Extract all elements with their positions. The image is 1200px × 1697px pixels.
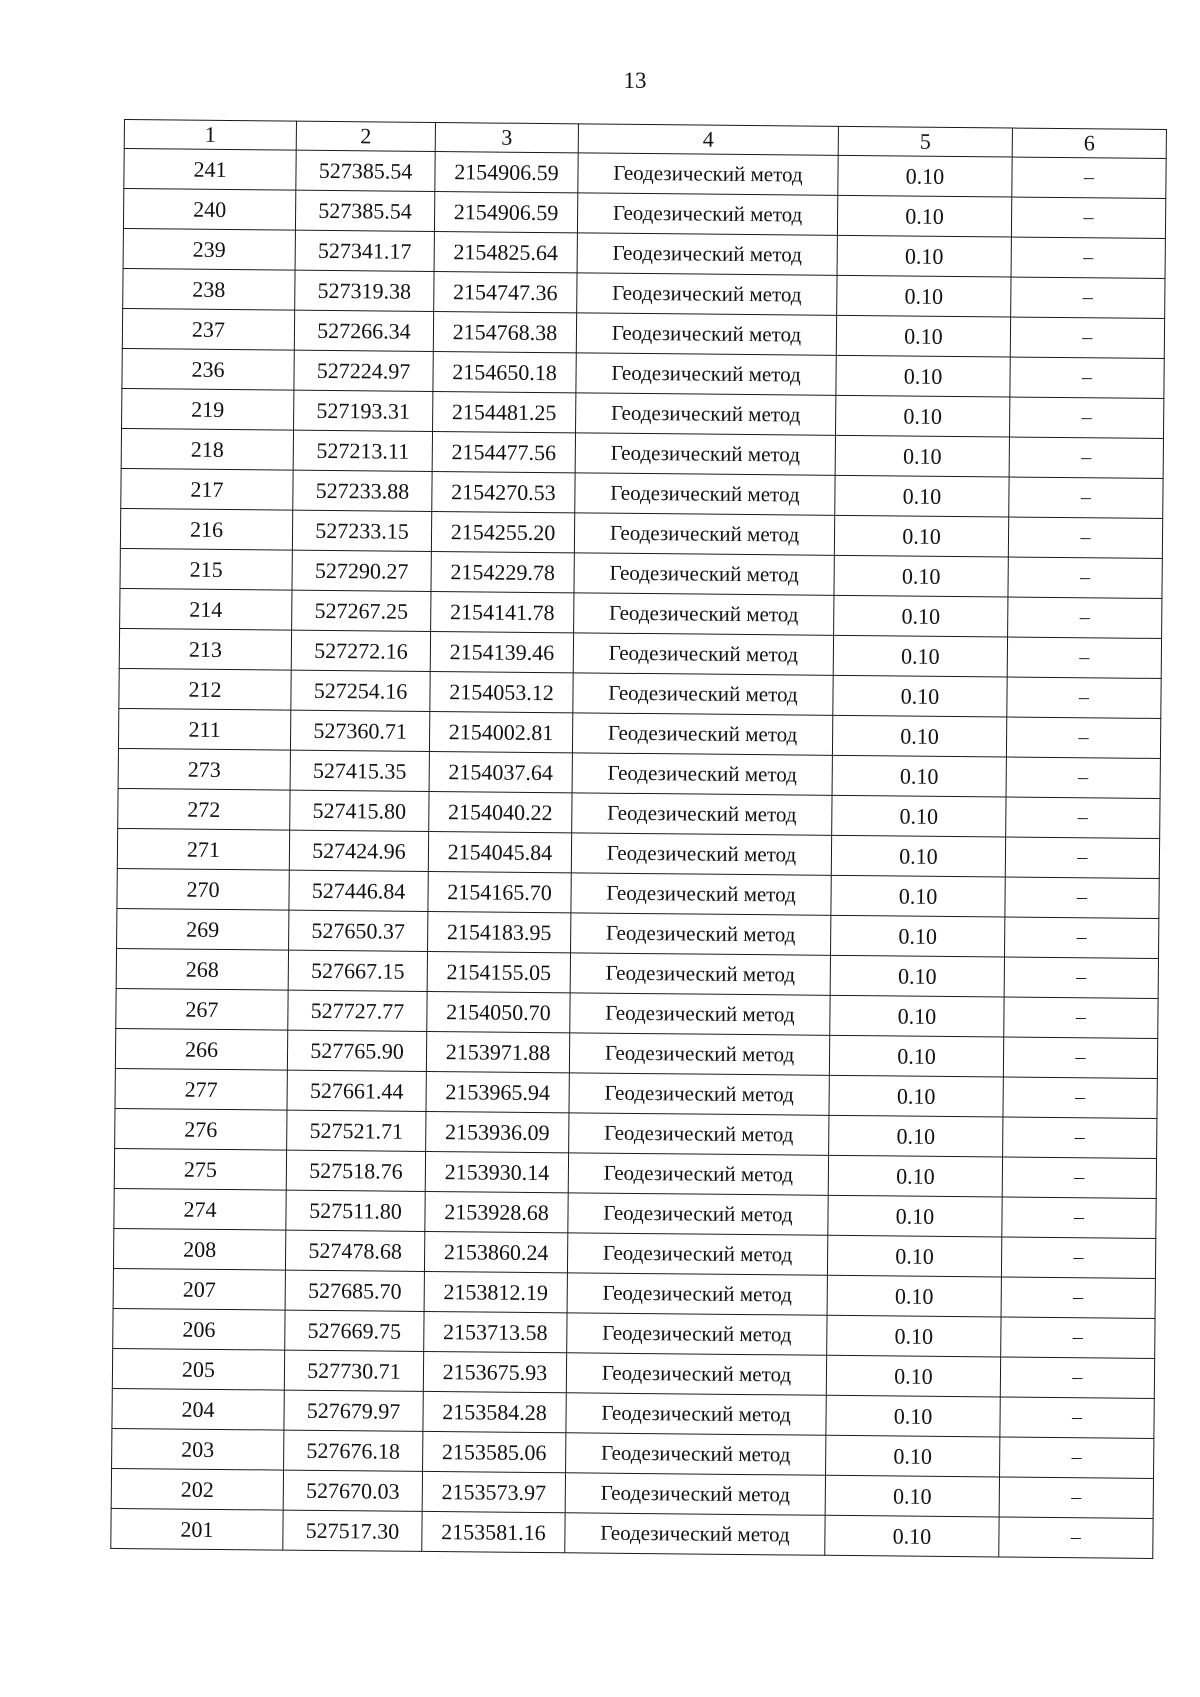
column-header-4: 4: [578, 124, 838, 155]
method-cell: Геодезический метод: [577, 233, 837, 275]
note-cell: –: [1004, 997, 1158, 1038]
x-coordinate-cell: 527360.71: [290, 710, 429, 751]
y-coordinate-cell: 2154050.70: [427, 991, 570, 1032]
y-coordinate-cell: 2154825.64: [434, 231, 577, 272]
point-number-cell: 216: [120, 508, 292, 550]
note-cell: –: [1005, 837, 1159, 878]
x-coordinate-cell: 527521.71: [287, 1110, 426, 1151]
note-cell: –: [1011, 277, 1165, 318]
note-cell: –: [1008, 597, 1162, 638]
note-cell: –: [1000, 1397, 1154, 1438]
note-cell: –: [999, 1517, 1153, 1558]
y-coordinate-cell: 2154255.20: [431, 511, 574, 552]
accuracy-cell: 0.10: [838, 155, 1012, 197]
point-number-cell: 275: [114, 1148, 286, 1190]
x-coordinate-cell: 527224.97: [294, 350, 433, 391]
method-cell: Геодезический метод: [567, 1233, 827, 1275]
method-cell: Геодезический метод: [567, 1313, 827, 1355]
x-coordinate-cell: 527272.16: [291, 630, 430, 671]
y-coordinate-cell: 2154183.95: [428, 911, 571, 952]
x-coordinate-cell: 527727.77: [288, 990, 427, 1031]
point-number-cell: 211: [118, 708, 290, 750]
table-body: [111, 149, 1166, 1559]
y-coordinate-cell: 2153573.97: [422, 1471, 565, 1512]
x-coordinate-cell: 527669.75: [285, 1310, 424, 1351]
accuracy-cell: 0.10: [837, 235, 1011, 277]
accuracy-cell: 0.10: [829, 1035, 1003, 1077]
y-coordinate-cell: 2154747.36: [434, 271, 577, 312]
y-coordinate-cell: 2153812.19: [424, 1271, 567, 1312]
note-cell: –: [1009, 477, 1163, 518]
method-cell: Геодезический метод: [566, 1393, 826, 1435]
method-cell: Геодезический метод: [576, 393, 836, 435]
note-cell: –: [1008, 557, 1162, 598]
y-coordinate-cell: 2154165.70: [428, 871, 571, 912]
x-coordinate-cell: 527319.38: [295, 270, 434, 311]
y-coordinate-cell: 2154045.84: [428, 831, 571, 872]
method-cell: Геодезический метод: [573, 633, 833, 675]
point-number-cell: 266: [115, 1028, 287, 1070]
method-cell: Геодезический метод: [570, 993, 830, 1035]
point-number-cell: 218: [121, 428, 293, 470]
point-number-cell: 206: [113, 1308, 285, 1350]
accuracy-cell: 0.10: [832, 795, 1006, 837]
y-coordinate-cell: 2153936.09: [426, 1111, 569, 1152]
y-coordinate-cell: 2154229.78: [431, 551, 574, 592]
point-number-cell: 205: [112, 1348, 284, 1390]
x-coordinate-cell: 527661.44: [287, 1070, 426, 1111]
method-cell: Геодезический метод: [569, 1113, 829, 1155]
method-cell: Геодезический метод: [567, 1273, 827, 1315]
accuracy-cell: 0.10: [831, 915, 1005, 957]
x-coordinate-cell: 527676.18: [284, 1430, 423, 1471]
method-cell: Геодезический метод: [574, 593, 834, 635]
method-cell: Геодезический метод: [573, 673, 833, 715]
point-number-cell: 212: [119, 668, 291, 710]
y-coordinate-cell: 2153928.68: [425, 1191, 568, 1232]
point-number-cell: 202: [111, 1468, 283, 1510]
point-number-cell: 213: [119, 628, 291, 670]
note-cell: –: [1001, 1277, 1155, 1318]
note-cell: –: [1000, 1437, 1154, 1478]
x-coordinate-cell: 527266.34: [294, 310, 433, 351]
point-number-cell: 204: [112, 1388, 284, 1430]
x-coordinate-cell: 527685.70: [285, 1270, 424, 1311]
y-coordinate-cell: 2154481.25: [433, 391, 576, 432]
method-cell: Геодезический метод: [568, 1153, 828, 1195]
accuracy-cell: 0.10: [826, 1435, 1000, 1477]
y-coordinate-cell: 2154037.64: [429, 751, 572, 792]
x-coordinate-cell: 527518.76: [286, 1150, 425, 1191]
y-coordinate-cell: 2154650.18: [433, 351, 576, 392]
x-coordinate-cell: 527446.84: [289, 870, 428, 911]
point-number-cell: 214: [120, 588, 292, 630]
point-number-cell: 207: [113, 1268, 285, 1310]
point-number-cell: 277: [115, 1068, 287, 1110]
accuracy-cell: 0.10: [832, 715, 1006, 757]
point-number-cell: 271: [117, 828, 289, 870]
point-number-cell: 203: [112, 1428, 284, 1470]
accuracy-cell: 0.10: [825, 1515, 999, 1557]
column-header-1: 1: [124, 120, 296, 151]
point-number-cell: 269: [117, 908, 289, 950]
note-cell: –: [1004, 917, 1158, 958]
y-coordinate-cell: 2153930.14: [425, 1151, 568, 1192]
accuracy-cell: 0.10: [833, 675, 1007, 717]
point-number-cell: 236: [122, 348, 294, 390]
x-coordinate-cell: 527667.15: [288, 950, 427, 991]
method-cell: Геодезический метод: [571, 913, 831, 955]
accuracy-cell: 0.10: [827, 1275, 1001, 1317]
y-coordinate-cell: 2154002.81: [429, 711, 572, 752]
method-cell: Геодезический метод: [565, 1513, 825, 1555]
method-cell: Геодезический метод: [571, 833, 831, 875]
note-cell: –: [1008, 517, 1162, 558]
point-number-cell: 238: [123, 268, 295, 310]
note-cell: –: [1009, 397, 1163, 438]
method-cell: Геодезический метод: [577, 193, 837, 235]
accuracy-cell: 0.10: [834, 555, 1008, 597]
note-cell: –: [1003, 1077, 1157, 1118]
note-cell: –: [1005, 877, 1159, 918]
method-cell: Геодезический метод: [569, 1073, 829, 1115]
note-cell: –: [1002, 1157, 1156, 1198]
note-cell: –: [1004, 957, 1158, 998]
coordinates-table: [110, 119, 1167, 1559]
y-coordinate-cell: 2154141.78: [431, 591, 574, 632]
x-coordinate-cell: 527341.17: [295, 230, 434, 271]
note-cell: –: [1002, 1197, 1156, 1238]
point-number-cell: 240: [123, 189, 295, 231]
accuracy-cell: 0.10: [835, 475, 1009, 517]
accuracy-cell: 0.10: [829, 1115, 1003, 1157]
accuracy-cell: 0.10: [834, 595, 1008, 637]
note-cell: –: [1006, 757, 1160, 798]
note-cell: –: [1003, 1117, 1157, 1158]
y-coordinate-cell: 2153581.16: [422, 1511, 565, 1552]
accuracy-cell: 0.10: [835, 435, 1009, 477]
point-number-cell: 201: [111, 1508, 283, 1550]
method-cell: Геодезический метод: [571, 873, 831, 915]
x-coordinate-cell: 527254.16: [291, 670, 430, 711]
x-coordinate-cell: 527424.96: [289, 830, 428, 871]
accuracy-cell: 0.10: [833, 635, 1007, 677]
note-cell: –: [1001, 1237, 1155, 1278]
accuracy-cell: 0.10: [836, 315, 1010, 357]
point-number-cell: 274: [114, 1188, 286, 1230]
y-coordinate-cell: 2153584.28: [423, 1391, 566, 1432]
y-coordinate-cell: 2154768.38: [433, 311, 576, 352]
note-cell: –: [1012, 157, 1166, 198]
accuracy-cell: 0.10: [826, 1355, 1000, 1397]
method-cell: Геодезический метод: [566, 1353, 826, 1395]
x-coordinate-cell: 527385.54: [296, 150, 435, 191]
method-cell: Геодезический метод: [569, 1033, 829, 1075]
x-coordinate-cell: 527415.80: [290, 790, 429, 831]
note-cell: –: [1010, 357, 1164, 398]
x-coordinate-cell: 527517.30: [283, 1510, 422, 1551]
method-cell: Геодезический метод: [577, 273, 837, 315]
x-coordinate-cell: 527511.80: [286, 1190, 425, 1231]
point-number-cell: 219: [122, 388, 294, 430]
note-cell: –: [1006, 717, 1160, 758]
accuracy-cell: 0.10: [825, 1475, 999, 1517]
note-cell: –: [1007, 637, 1161, 678]
y-coordinate-cell: 2153860.24: [424, 1231, 567, 1272]
method-cell: Геодезический метод: [572, 753, 832, 795]
point-number-cell: 215: [120, 548, 292, 590]
y-coordinate-cell: 2153965.94: [426, 1071, 569, 1112]
note-cell: –: [1007, 677, 1161, 718]
y-coordinate-cell: 2154477.56: [432, 431, 575, 472]
column-header-3: 3: [435, 122, 578, 152]
note-cell: –: [1000, 1357, 1154, 1398]
point-number-cell: 273: [118, 748, 290, 790]
y-coordinate-cell: 2153585.06: [423, 1431, 566, 1472]
note-cell: –: [1011, 237, 1165, 278]
accuracy-cell: 0.10: [827, 1235, 1001, 1277]
accuracy-cell: 0.10: [828, 1195, 1002, 1237]
x-coordinate-cell: 527290.27: [292, 550, 431, 591]
accuracy-cell: 0.10: [831, 835, 1005, 877]
x-coordinate-cell: 527765.90: [287, 1030, 426, 1071]
point-number-cell: 241: [124, 149, 296, 191]
accuracy-cell: 0.10: [837, 275, 1011, 317]
x-coordinate-cell: 527233.15: [292, 510, 431, 551]
point-number-cell: 217: [121, 468, 293, 510]
x-coordinate-cell: 527385.54: [295, 190, 434, 231]
accuracy-cell: 0.10: [837, 195, 1011, 237]
point-number-cell: 237: [122, 308, 294, 350]
x-coordinate-cell: 527233.88: [293, 470, 432, 511]
method-cell: Геодезический метод: [578, 153, 838, 195]
y-coordinate-cell: 2154155.05: [427, 951, 570, 992]
method-cell: Геодезический метод: [572, 713, 832, 755]
point-number-cell: 268: [116, 948, 288, 990]
accuracy-cell: 0.10: [826, 1395, 1000, 1437]
point-number-cell: 267: [116, 988, 288, 1030]
method-cell: Геодезический метод: [568, 1193, 828, 1235]
accuracy-cell: 0.10: [834, 515, 1008, 557]
accuracy-cell: 0.10: [832, 755, 1006, 797]
note-cell: –: [1001, 1317, 1155, 1358]
x-coordinate-cell: 527650.37: [289, 910, 428, 951]
y-coordinate-cell: 2154906.59: [434, 191, 577, 232]
accuracy-cell: 0.10: [827, 1315, 1001, 1357]
note-cell: –: [1003, 1037, 1157, 1078]
x-coordinate-cell: 527679.97: [284, 1390, 423, 1431]
method-cell: Геодезический метод: [572, 793, 832, 835]
note-cell: –: [1011, 197, 1165, 238]
x-coordinate-cell: 527193.31: [294, 390, 433, 431]
accuracy-cell: 0.10: [835, 395, 1009, 437]
x-coordinate-cell: 527267.25: [292, 590, 431, 631]
page-number: 13: [623, 68, 647, 93]
column-header-2: 2: [296, 121, 435, 151]
method-cell: Геодезический метод: [566, 1433, 826, 1475]
method-cell: Геодезический метод: [574, 513, 834, 555]
note-cell: –: [999, 1477, 1153, 1518]
note-cell: –: [1009, 437, 1163, 478]
y-coordinate-cell: 2153675.93: [423, 1351, 566, 1392]
x-coordinate-cell: 527415.35: [290, 750, 429, 791]
point-number-cell: 208: [113, 1228, 285, 1270]
y-coordinate-cell: 2154139.46: [430, 631, 573, 672]
method-cell: Геодезический метод: [576, 353, 836, 395]
point-number-cell: 272: [118, 788, 290, 830]
method-cell: Геодезический метод: [576, 313, 836, 355]
y-coordinate-cell: 2154040.22: [429, 791, 572, 832]
method-cell: Геодезический метод: [575, 473, 835, 515]
y-coordinate-cell: 2154270.53: [432, 471, 575, 512]
column-header-6: 6: [1012, 128, 1166, 158]
method-cell: Геодезический метод: [565, 1473, 825, 1515]
accuracy-cell: 0.10: [831, 875, 1005, 917]
x-coordinate-cell: 527730.71: [284, 1350, 423, 1391]
accuracy-cell: 0.10: [830, 955, 1004, 997]
accuracy-cell: 0.10: [828, 1155, 1002, 1197]
x-coordinate-cell: 527478.68: [285, 1230, 424, 1271]
accuracy-cell: 0.10: [836, 355, 1010, 397]
method-cell: Геодезический метод: [570, 953, 830, 995]
coordinates-table-wrapper: [110, 119, 1166, 1559]
y-coordinate-cell: 2154906.59: [435, 151, 578, 192]
y-coordinate-cell: 2154053.12: [430, 671, 573, 712]
point-number-cell: 270: [117, 868, 289, 910]
method-cell: Геодезический метод: [574, 553, 834, 595]
point-number-cell: 239: [123, 228, 295, 270]
y-coordinate-cell: 2153971.88: [426, 1031, 569, 1072]
x-coordinate-cell: 527670.03: [283, 1470, 422, 1511]
note-cell: –: [1006, 797, 1160, 838]
accuracy-cell: 0.10: [829, 1075, 1003, 1117]
column-header-5: 5: [838, 126, 1012, 157]
point-number-cell: 276: [115, 1108, 287, 1150]
method-cell: Геодезический метод: [575, 433, 835, 475]
accuracy-cell: 0.10: [830, 995, 1004, 1037]
note-cell: –: [1010, 317, 1164, 358]
x-coordinate-cell: 527213.11: [293, 430, 432, 471]
y-coordinate-cell: 2153713.58: [424, 1311, 567, 1352]
